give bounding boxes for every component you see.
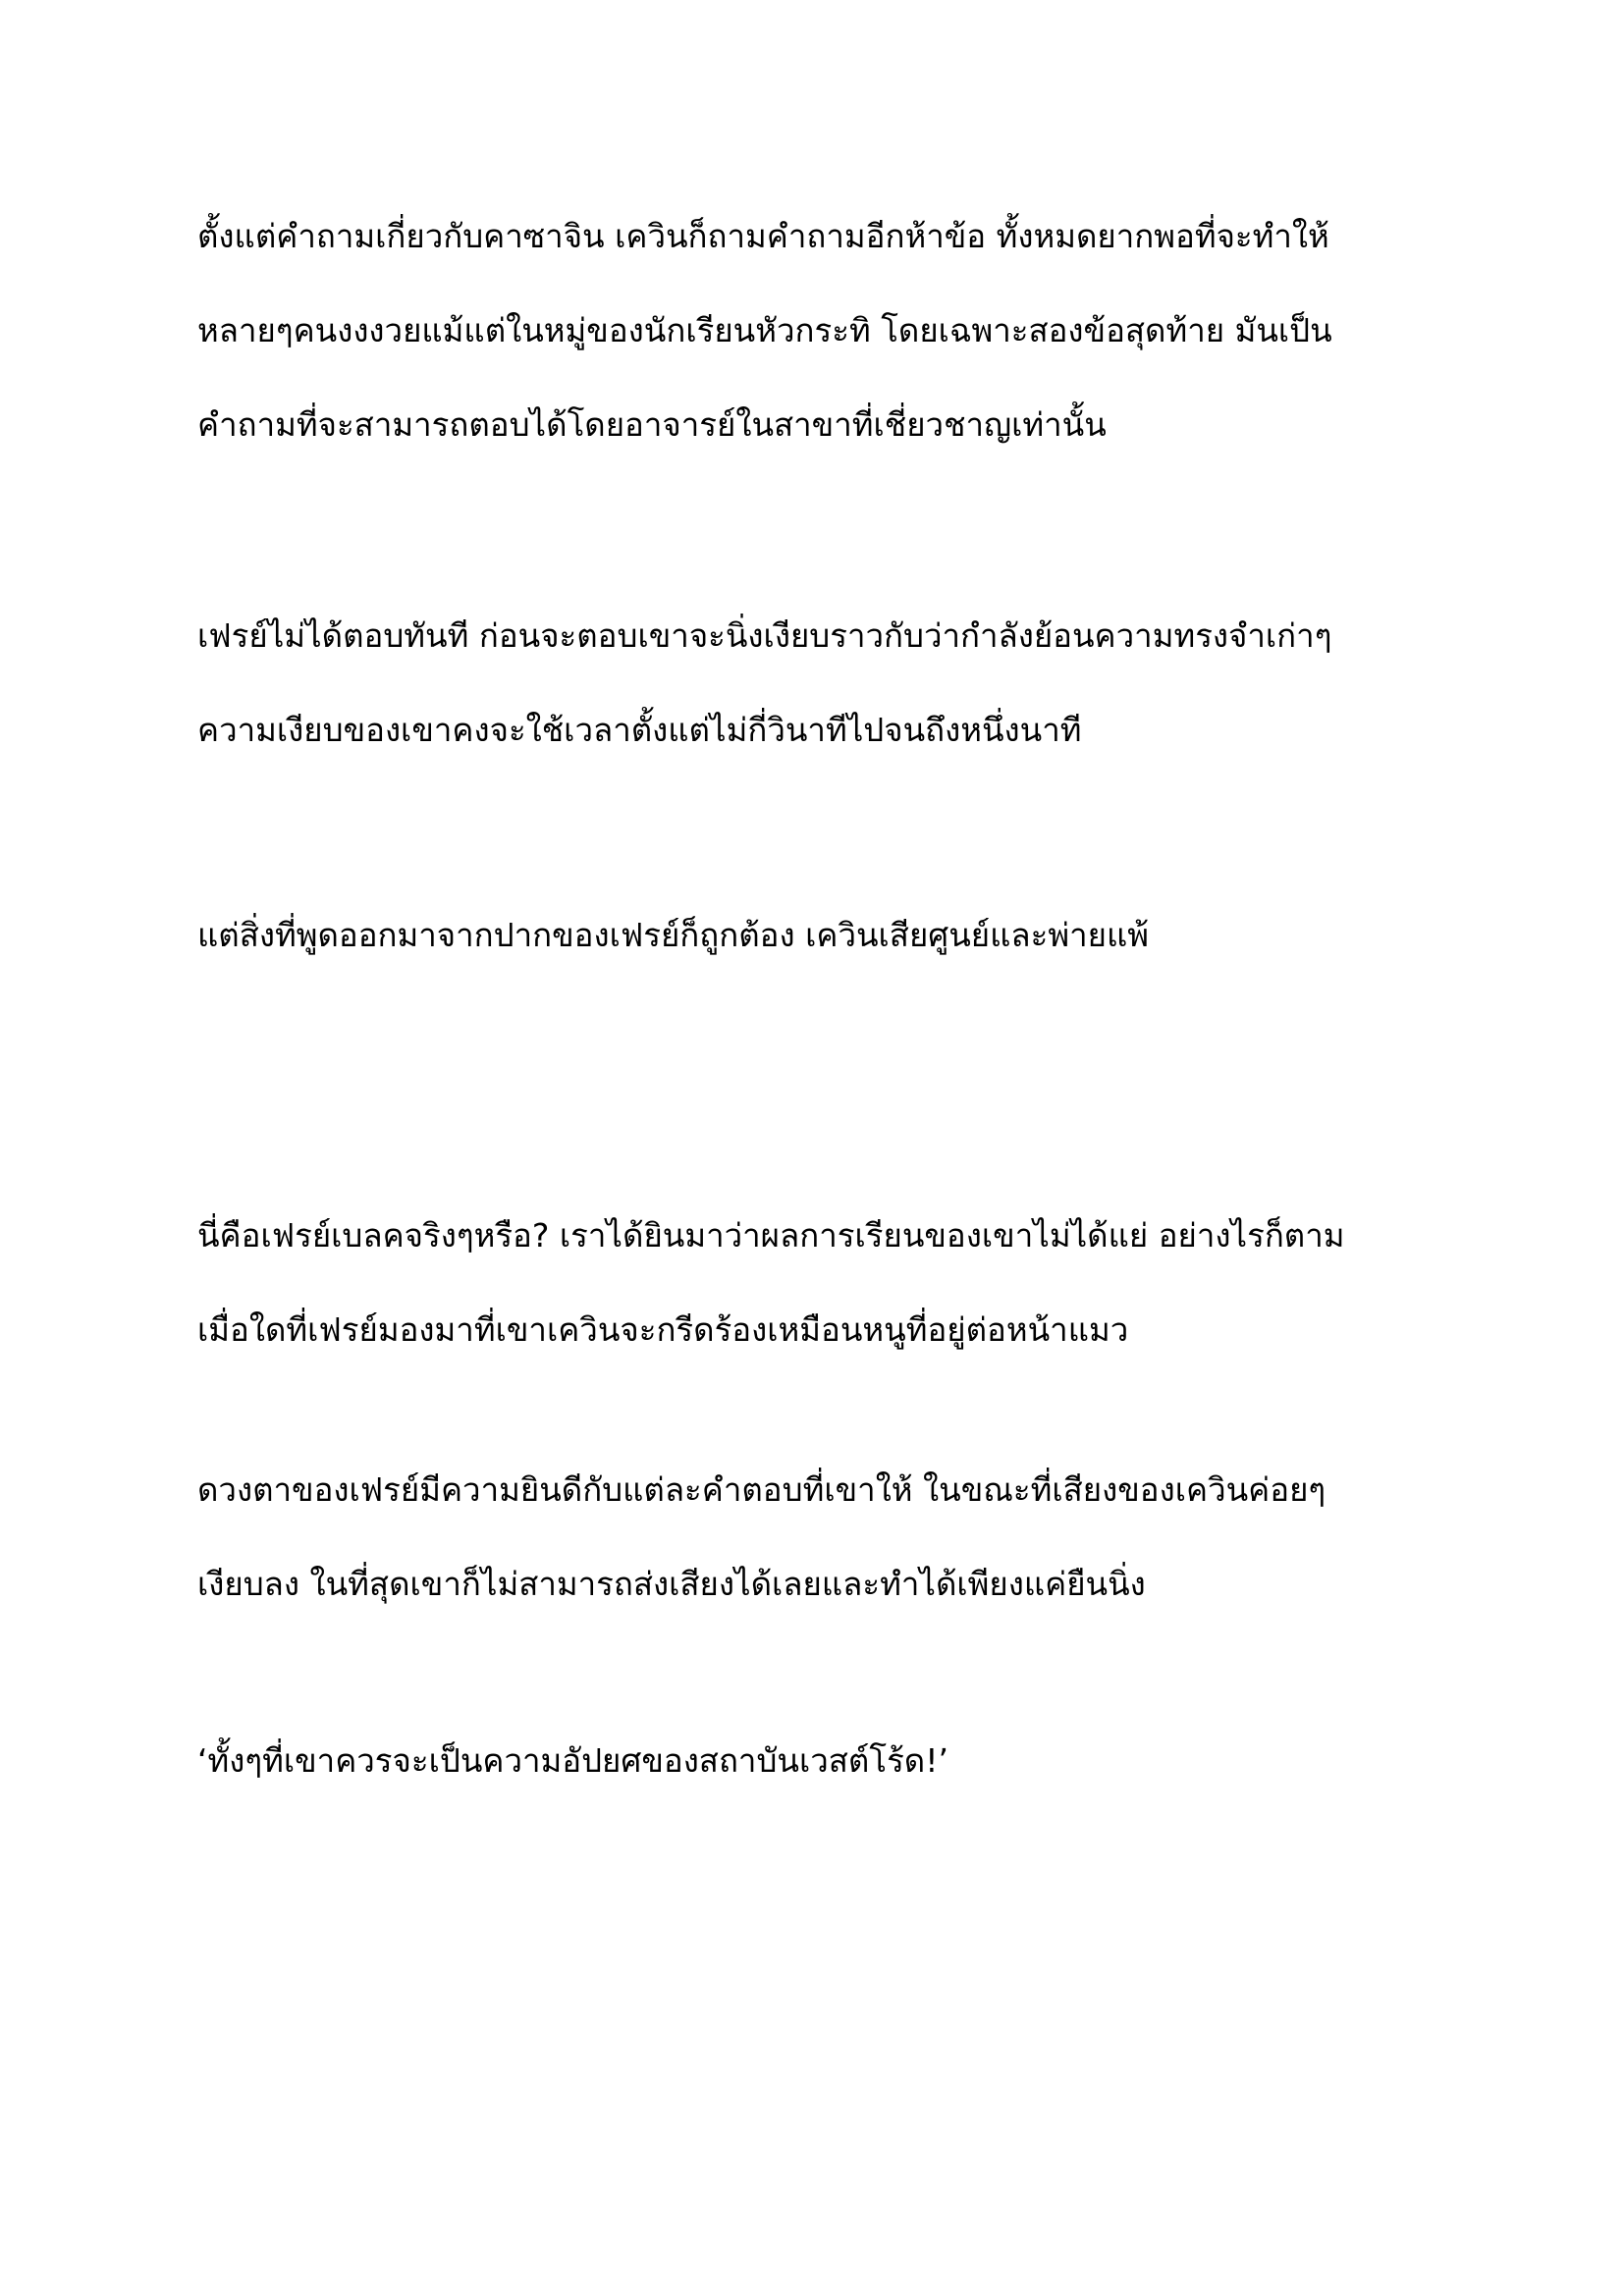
paragraph-line: ตั้งแต่คำถามเกี่ยวกับคาซาจิน เควินก็ถามคำถามอีกห้าข้อ ทั้งหมดยากพอที่จะทำให้ (197, 217, 1329, 255)
paragraph-5 (197, 1443, 1454, 1631)
paragraph-line: ดวงตาของเฟรย์มีความยินดีกับแต่ละคำตอบที่เขาให้ ในขณะที่เสียงของเควินค่อยๆ (197, 1470, 1326, 1509)
paragraph-4 (197, 1189, 1454, 1377)
paragraph-line: ‘ทั้งๆที่เขาควรจะเป็นความอัปยศของสถาบันเวสต์โร้ด!’ (197, 1741, 948, 1780)
paragraph-3 (197, 888, 1454, 983)
paragraph-6 (197, 1714, 1454, 1808)
paragraph-line: เฟรย์ไม่ได้ตอบทันที ก่อนจะตอบเขาจะนิ่งเงียบราวกับว่ากำลังย้อนความทรงจำเก่าๆ (197, 616, 1332, 655)
paragraph-line: ความเงียบของเขาคงจะใช้เวลาตั้งแต่ไม่กี่วินาทีไปจนถึงหนึ่งนาที (197, 711, 1082, 749)
paragraph-line: เงียบลง ในที่สุดเขาก็ไม่สามารถส่งเสียงได้เลยและทำได้เพียงแค่ยืนนิ่ง (197, 1565, 1146, 1603)
paragraph-2 (197, 589, 1454, 777)
paragraph-line: คำถามที่จะสามารถตอบได้โดยอาจารย์ในสาขาที่เชี่ยวชาญเท่านั้น (197, 405, 1107, 444)
paragraph-line: แต่สิ่งที่พูดออกมาจากปากของเฟรย์ก็ถูกต้อง เควินเสียศูนย์และพ่ายแพ้ (197, 916, 1149, 954)
paragraph-line: นี่คือเฟรย์เบลคจริงๆหรือ? เราได้ยินมาว่าผลการเรียนของเขาไม่ได้แย่ อย่างไรก็ตาม (197, 1216, 1345, 1255)
paragraph-line: หลายๆคนงงงวยแม้แต่ในหมู่ของนักเรียนหัวกระทิ โดยเฉพาะสองข้อสุดท้าย มันเป็น (197, 311, 1332, 349)
paragraph-1 (197, 189, 1454, 472)
paragraph-line: เมื่อใดที่เฟรย์มองมาที่เขาเควินจะกรีดร้องเหมือนหนูที่อยู่ต่อหน้าแมว (197, 1310, 1129, 1349)
